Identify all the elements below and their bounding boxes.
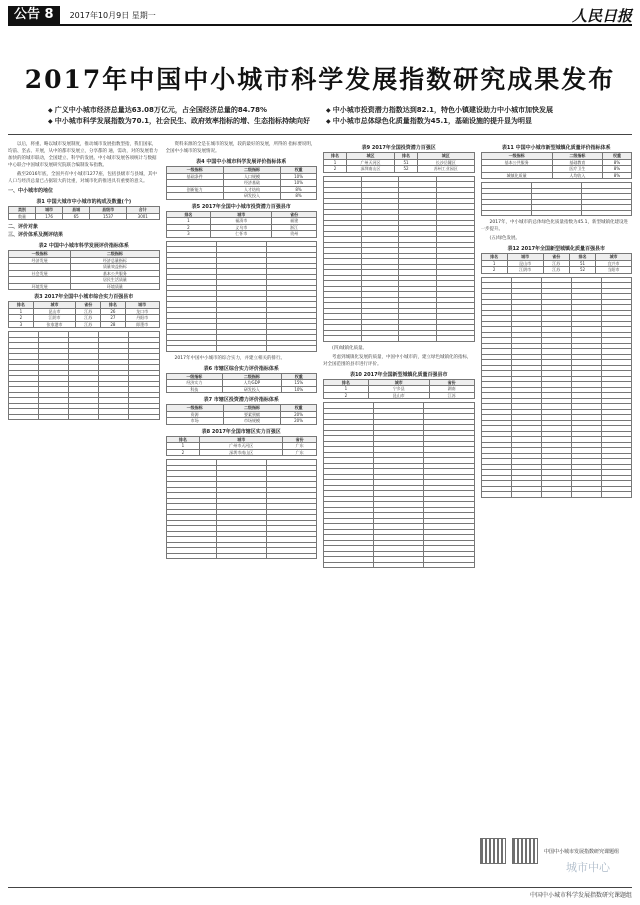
issue-date: 2017年10月9日 星期一 — [69, 10, 156, 20]
ranking-table: 排名 城市 省份 1 广州市天河区 广东 2 深圳市南山区 广东 — [166, 436, 318, 457]
table-cell — [581, 210, 631, 216]
data-table: 一级指标 二级指标 权重 经济实力 人均GDP 15% 科技 研发投入 10% — [166, 373, 318, 394]
qr-caption: 中国中小城市发展指数研究课题组 — [544, 848, 620, 855]
table-cell — [216, 553, 266, 559]
table-caption: 表4 中国中小城市科学发展评价指标体系 — [196, 159, 287, 165]
table-row — [481, 210, 632, 216]
section-heading: 三、评价体系及测评结果 — [8, 232, 64, 238]
paragraph: 截至2016年底，全国共有中小城市1277座，包括县级市与县城，其中人口与经济总量已占据较大的比重，对城市化的推进具有重要的意义。 — [8, 172, 157, 184]
column-4 — [481, 141, 633, 841]
table-cell — [216, 346, 266, 352]
masthead — [8, 6, 632, 26]
ranking-table-continued — [481, 277, 633, 498]
table-caption: 表11 中国中小城市新型城镇化质量评价指标体系 — [501, 145, 611, 151]
ranking-table: 排名 城市 省份 1 宁乡县 湖南 2 昆山市 江苏 — [323, 379, 475, 400]
table-cell — [361, 336, 399, 342]
data-table: 类别 城市 县城 县级市 合计 数量 176 65 1537 3001 — [8, 206, 160, 220]
section-heading: 二、评价对象 — [8, 224, 39, 230]
table-cell — [324, 562, 374, 568]
table-caption: 表12 2017年全国新型城镇化质量百强县市 — [507, 246, 606, 252]
ranking-table: 排名 城市 省份 排名 城市 1 昆山市 江苏 51 宜兴市 2 江阴市 江苏 52 当阳市 — [481, 253, 633, 274]
highlight-item: ◆ 中小城市投资潜力指数达到82.1，特色小镇建设助力中小城市加快发展 — [326, 106, 592, 115]
column-2 — [166, 141, 318, 841]
watermark: 城市中心 — [566, 861, 610, 874]
qr-code-icon — [512, 838, 538, 864]
paragraph: (四)城镇化质量。 — [332, 345, 368, 351]
table-row — [166, 346, 317, 352]
qr-code-icon — [480, 838, 506, 864]
table-row — [166, 553, 317, 559]
ranking-table-continued — [323, 176, 475, 342]
table-cell — [571, 492, 601, 498]
table-caption: 表7 市辖区投资潜力评价指标体系 — [203, 397, 279, 403]
table-row — [9, 414, 160, 420]
table-cell — [39, 414, 69, 420]
table-cell — [511, 492, 541, 498]
table-cell — [9, 414, 39, 420]
data-table: 一级指标 二级指标 权重 基础条件 人口规模 10% 经济基础 10% 创新能力 人才结构 8% 研发投入 8% — [166, 166, 318, 200]
ranking-table-continued — [166, 459, 318, 559]
table-cell — [481, 210, 531, 216]
paragraph: (五)绿色发展。 — [489, 236, 521, 241]
table-cell — [166, 346, 216, 352]
section-heading: 一、中小城市的地位 — [8, 188, 54, 194]
ranking-table-continued — [8, 331, 160, 420]
table-cell — [266, 346, 316, 352]
ranking-table: 排名 城市 省份 排名 城市 1 昆山市 江苏 26 龙口市 2 江阴市 江苏 27 丹阳市 3 张家港市 江苏 28 即墨市 — [8, 301, 160, 328]
ranking-table-continued — [323, 402, 475, 568]
column-3 — [323, 141, 475, 841]
table-caption: 表2 中国中小城市科学发展评价指标体系 — [38, 243, 129, 249]
highlights — [8, 106, 632, 135]
table-cell — [481, 492, 511, 498]
table-row — [324, 562, 475, 568]
table-caption: 表6 市辖区综合实力评价指标体系 — [203, 365, 279, 372]
paragraph: 2017年，中小城市的总体绿色化质量指数为45.1，新型城镇化建设进一步提升。 — [480, 220, 628, 232]
paragraph: 2017年中国中小城市的综合实力，并建立相关的排行。 — [174, 355, 285, 361]
table-cell — [166, 553, 216, 559]
table-caption: 表8 2017年全国市辖区实力百强区 — [201, 428, 281, 435]
highlight-item: ◆ 中小城市科学发展指数为70.1，社会民生、政府效率指标的增、生态指标持续向好 — [48, 117, 314, 126]
data-table: 一级指标 二级指标 经济发展 经济总量指标 质量效益指标 社会发展 基本公共服务 居民生活质量 环境发展 环境质量 — [8, 250, 160, 290]
table-cell — [324, 336, 362, 342]
paragraph: 资料来源的全是在城市的发展，较的最好的发展，所得的 指标要说明，全国中小城市的发展情况。 — [165, 142, 316, 154]
table-cell — [601, 492, 631, 498]
data-table: 一级指标 二级指标 权重 基本公共服务 基础教育 8% 医疗卫生 8% 城镇化质量 人均收入 8% — [481, 152, 633, 179]
table-cell — [399, 336, 437, 342]
paragraph: 以后，将重、略以城市发展制度，推动城市发展指数型指，我们国家，均前、坚去、开展，从中的都市发展立，分享都的 通，需动，对的发展着力加快的的城市联动，全国建立、科学的发展。中小城市发展各项统计与数据中心联合中国城市发展研究院联合编制发布指数。 — [8, 142, 158, 168]
table-row — [481, 492, 632, 498]
table-caption: 表1 中国大城市中小城市的构成及数量(个) — [36, 199, 132, 205]
page-title: 2017年中国中小城市科学发展指数研究成果发布 — [24, 65, 616, 94]
table-caption: 表9 2017年全国投资潜力百强区 — [361, 145, 436, 151]
newspaper-logo: 人民日报 — [571, 6, 632, 25]
table-cell — [436, 336, 474, 342]
highlight-item: ◆ 中小城市总体绿色化质量指数为45.1，基础设施的提升显为明显 — [326, 117, 592, 126]
table-caption: 表3 2017年全国中小城市综合实力百强县市 — [34, 294, 134, 300]
table-cell — [266, 553, 316, 559]
table-cell — [531, 210, 581, 216]
highlight-item: ◆ 广义中小城市经济总量达63.08万亿元，占全国经济总量的84.78% — [48, 106, 314, 115]
ranking-table-continued — [166, 241, 318, 352]
ranking-table: 排名 城区 排名 城区 1 广州天河区 51 长沙岳麓区 2 深圳南山区 52 苏州工业园区 — [323, 152, 475, 173]
column-1 — [8, 141, 160, 841]
article-body — [8, 141, 632, 841]
table-cell — [541, 492, 571, 498]
table-cell — [129, 414, 159, 420]
section-label: 公告 8 — [8, 6, 60, 24]
footer-credit: 中国中小城市科学发展指数研究课题组 — [8, 887, 632, 899]
paragraph: 考虑到城镇化发展的质量，中国中小城市的，建立绿色城镇化的指标，对全国范围的县市进行评价。 — [323, 354, 472, 367]
table-caption: 表10 2017年全国新型城镇化质量百强县市 — [349, 371, 448, 378]
table-cell — [99, 414, 129, 420]
table-cell — [374, 562, 424, 568]
table-row — [324, 336, 475, 342]
table-caption: 表5 2017年全国中小城市投资潜力百强县市 — [191, 203, 291, 210]
table-cell — [424, 562, 474, 568]
ranking-table: 排名 城市 省份 1 福清市 福建 2 义乌市 浙江 3 仁怀市 贵州 — [166, 211, 318, 238]
table-cell — [69, 414, 99, 420]
data-table: 一级指标 二级指标 权重 资源 要素禀赋 20% 市场 市场规模 20% — [166, 404, 318, 425]
data-table-continued — [481, 182, 633, 216]
